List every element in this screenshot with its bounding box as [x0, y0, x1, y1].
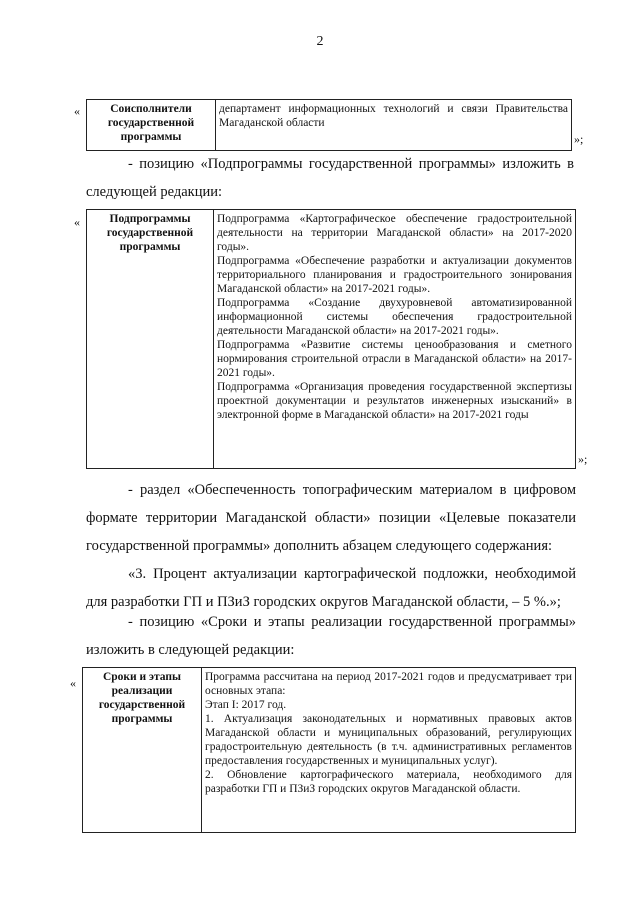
paragraph-subprograms-intro: - позицию «Подпрограммы государственной программы» изложить в следующей редакции:: [86, 156, 574, 200]
subprograms-table: [86, 209, 576, 469]
page-number: 2: [316, 34, 324, 49]
quote-open: «: [74, 104, 80, 118]
timeline-item: 1. Актуализация законодательных и нормативных правовых актов Магаданской области и муниципальных образований, регулирующих градостроительную деятельность (в т.ч. административных регламентов предоставления государственных и муниципальных услуг).: [205, 713, 572, 767]
co-executors-text: департамент информационных технологий и связи Правительства Магаданской области: [216, 100, 572, 151]
quote-open: «: [70, 676, 76, 690]
timeline-label: Сроки и этапы реализации государственной программы: [83, 668, 202, 833]
timeline-item: Этап I: 2017 год.: [205, 699, 287, 711]
paragraph-indicator-3: «3. Процент актуализации картографической подложки, необходимой для разработки ГП и ПЗиЗ городских округов Магаданской области, – 5 %.»;: [86, 566, 576, 610]
timeline-table: [82, 667, 576, 833]
co-executors-label: Соисполнители государственной программы: [87, 100, 216, 151]
co-executors-table: [86, 99, 572, 151]
paragraph-timeline-intro: - позицию «Сроки и этапы реализации государственной программы» изложить в следующей редакции:: [86, 614, 576, 658]
subprogram-item: Подпрограмма «Обеспечение разработки и актуализации документов территориального планирования и градостроительного зонирования Магаданской области» на 2017-2021 годы».: [217, 255, 572, 295]
timeline-item: 2. Обновление картографического материала, необходимого для разработки ГП и ПЗиЗ городских округов Магаданской области.: [205, 769, 572, 795]
subprograms-label: Подпрограммы государственной программы: [87, 210, 214, 469]
quote-close: »;: [578, 452, 588, 466]
subprogram-item: Подпрограмма «Картографическое обеспечение градостроительной деятельности на территории Магаданской области» на 2017-2020 годы».: [217, 213, 572, 253]
timeline-content: [202, 668, 576, 833]
quote-close: »;: [574, 132, 584, 146]
quote-open: «: [74, 215, 80, 229]
subprogram-item: Подпрограмма «Развитие системы ценообразования и сметного нормирования строительной отрасли в Магаданской области» на 2017-2021 годы».: [217, 339, 572, 379]
paragraph-topographic-section: - раздел «Обеспеченность топографическим материалом в цифровом формате территории Магаданской области» позиции «Целевые показатели государственной программы» дополнить абзацем следующего содержания:: [86, 482, 576, 554]
timeline-item: Программа рассчитана на период 2017-2021 годов и предусматривает три основных этапа:: [205, 671, 572, 697]
subprograms-list: [214, 210, 576, 469]
subprogram-item: Подпрограмма «Организация проведения государственной экспертизы проектной документации и результатов инженерных изысканий» в электронной форме в Магаданской области» на 2017-2021 годы: [217, 381, 572, 421]
subprogram-item: Подпрограмма «Создание двухуровневой автоматизированной информационной системы обеспечения градостроительной деятельности Магаданской области» на 2017-2021 годы».: [217, 297, 572, 337]
